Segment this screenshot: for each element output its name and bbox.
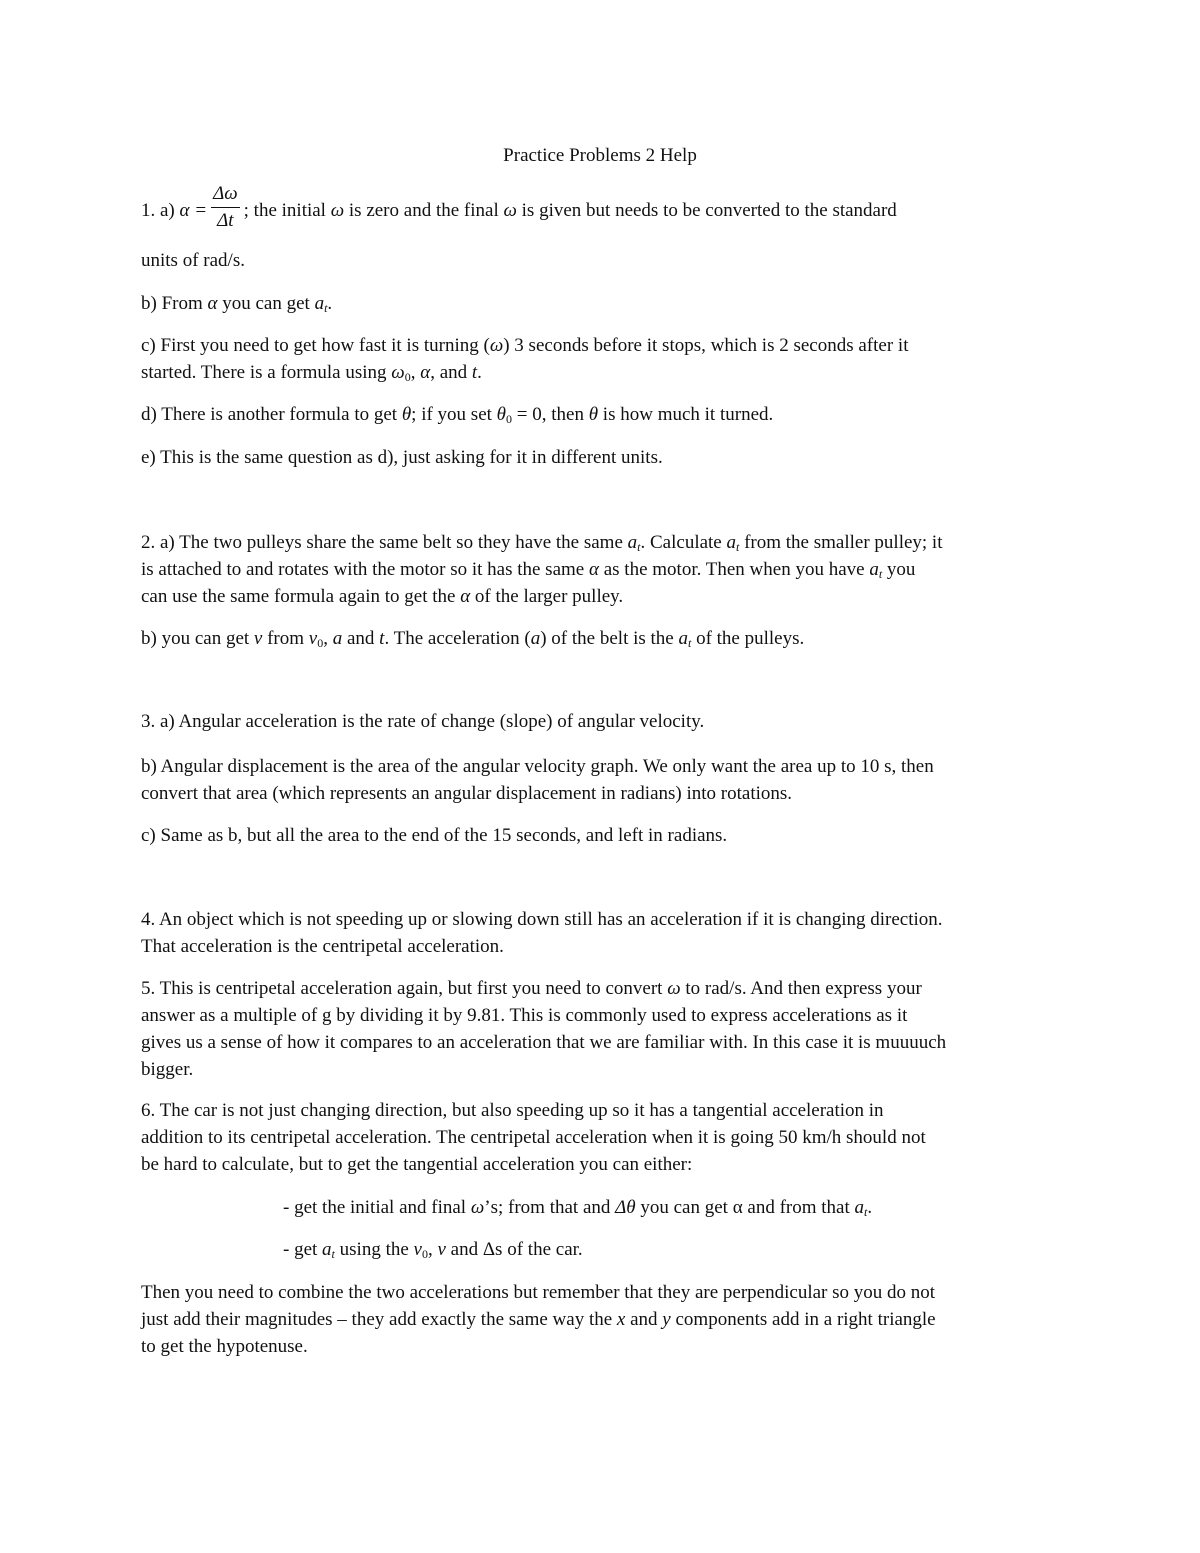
problem-1e: e) This is the same question as d), just asking for it in different units. (141, 447, 663, 468)
problem-6-option-1: - get the initial and final ω’s; from that and Δθ you can get α and from that $a_t$. (283, 1197, 873, 1219)
alpha-fraction: $\frac{\Delta\omega}{\Delta t}$ (213, 183, 238, 231)
problem-3a: 3. a) Angular acceleration is the rate of change (slope) of angular velocity. (141, 711, 705, 732)
problem-2b: b) you can get v from $v_0$, a and t. The acceleration (a) of the belt is the $a_t$ of the pulleys. (141, 628, 805, 650)
problem-6: 6. The car is not just changing direction, but also speeding up so it has a tangential acceleration in addition to its centripetal acceleration. The centripetal acceleration when it is going 50 km/h should not be hard to calculate, but to get the tangential acceleration you can either: (141, 1100, 926, 1175)
problem-1b: b) From α you can get $a_t$. (141, 293, 333, 315)
problem-2a: 2. a) The two pulleys share the same belt so they have the same $a_t$. Calculate $a_t$ from the smaller pulley; it is attached to and rotates with the motor so it has the same α as the motor. Then when you have $a_t$ you can use the same formula again to get the α of the larger pulley. (141, 532, 943, 607)
problem-4: 4. An object which is not speeding up or slowing down still has an acceleration if it is changing direction. That acceleration is the centripetal acceleration. (141, 909, 943, 957)
problem-6-option-2: - get $a_t$ using the $v_0$, v and Δs of the car. (283, 1239, 583, 1261)
problem-6-conclusion: Then you need to combine the two accelerations but remember that they are perpendicular so you do not just add their magnitudes – they add exactly the same way the x and y components add in a right triangle to get the hypotenuse. (141, 1282, 936, 1357)
problem-5: 5. This is centripetal acceleration again, but first you need to convert ω to rad/s. And then express your answer as a multiple of g by dividing it by 9.81. This is commonly used to express accelerations as it gives us a sense of how it compares to an acceleration that we are familiar with. In this case it is muuuuch bigger. (141, 978, 947, 1080)
problem-3c: c) Same as b, but all the area to the end of the 15 seconds, and left in radians. (141, 825, 728, 846)
page-title: Practice Problems 2 Help (503, 145, 697, 166)
problem-1a: 1. a) α = $\frac{\Delta\omega}{\Delta t}$ ; the initial ω is zero and the final ω is given but needs to be converted to the standard (141, 183, 897, 231)
problem-1a-line2: units of rad/s. (141, 250, 245, 271)
problem-1c: c) First you need to get how fast it is turning (ω) 3 seconds before it stops, which is 2 seconds after it started. There is a formula using $\omega_0$, α, and t. (141, 335, 909, 384)
problem-3b: b) Angular displacement is the area of the angular velocity graph. We only want the area up to 10 s, then convert that area (which represents an angular displacement in radians) into rotations. (141, 756, 934, 804)
problem-1d: d) There is another formula to get θ; if you set $\theta_0 = 0$, then θ is how much it turned. (141, 404, 774, 426)
